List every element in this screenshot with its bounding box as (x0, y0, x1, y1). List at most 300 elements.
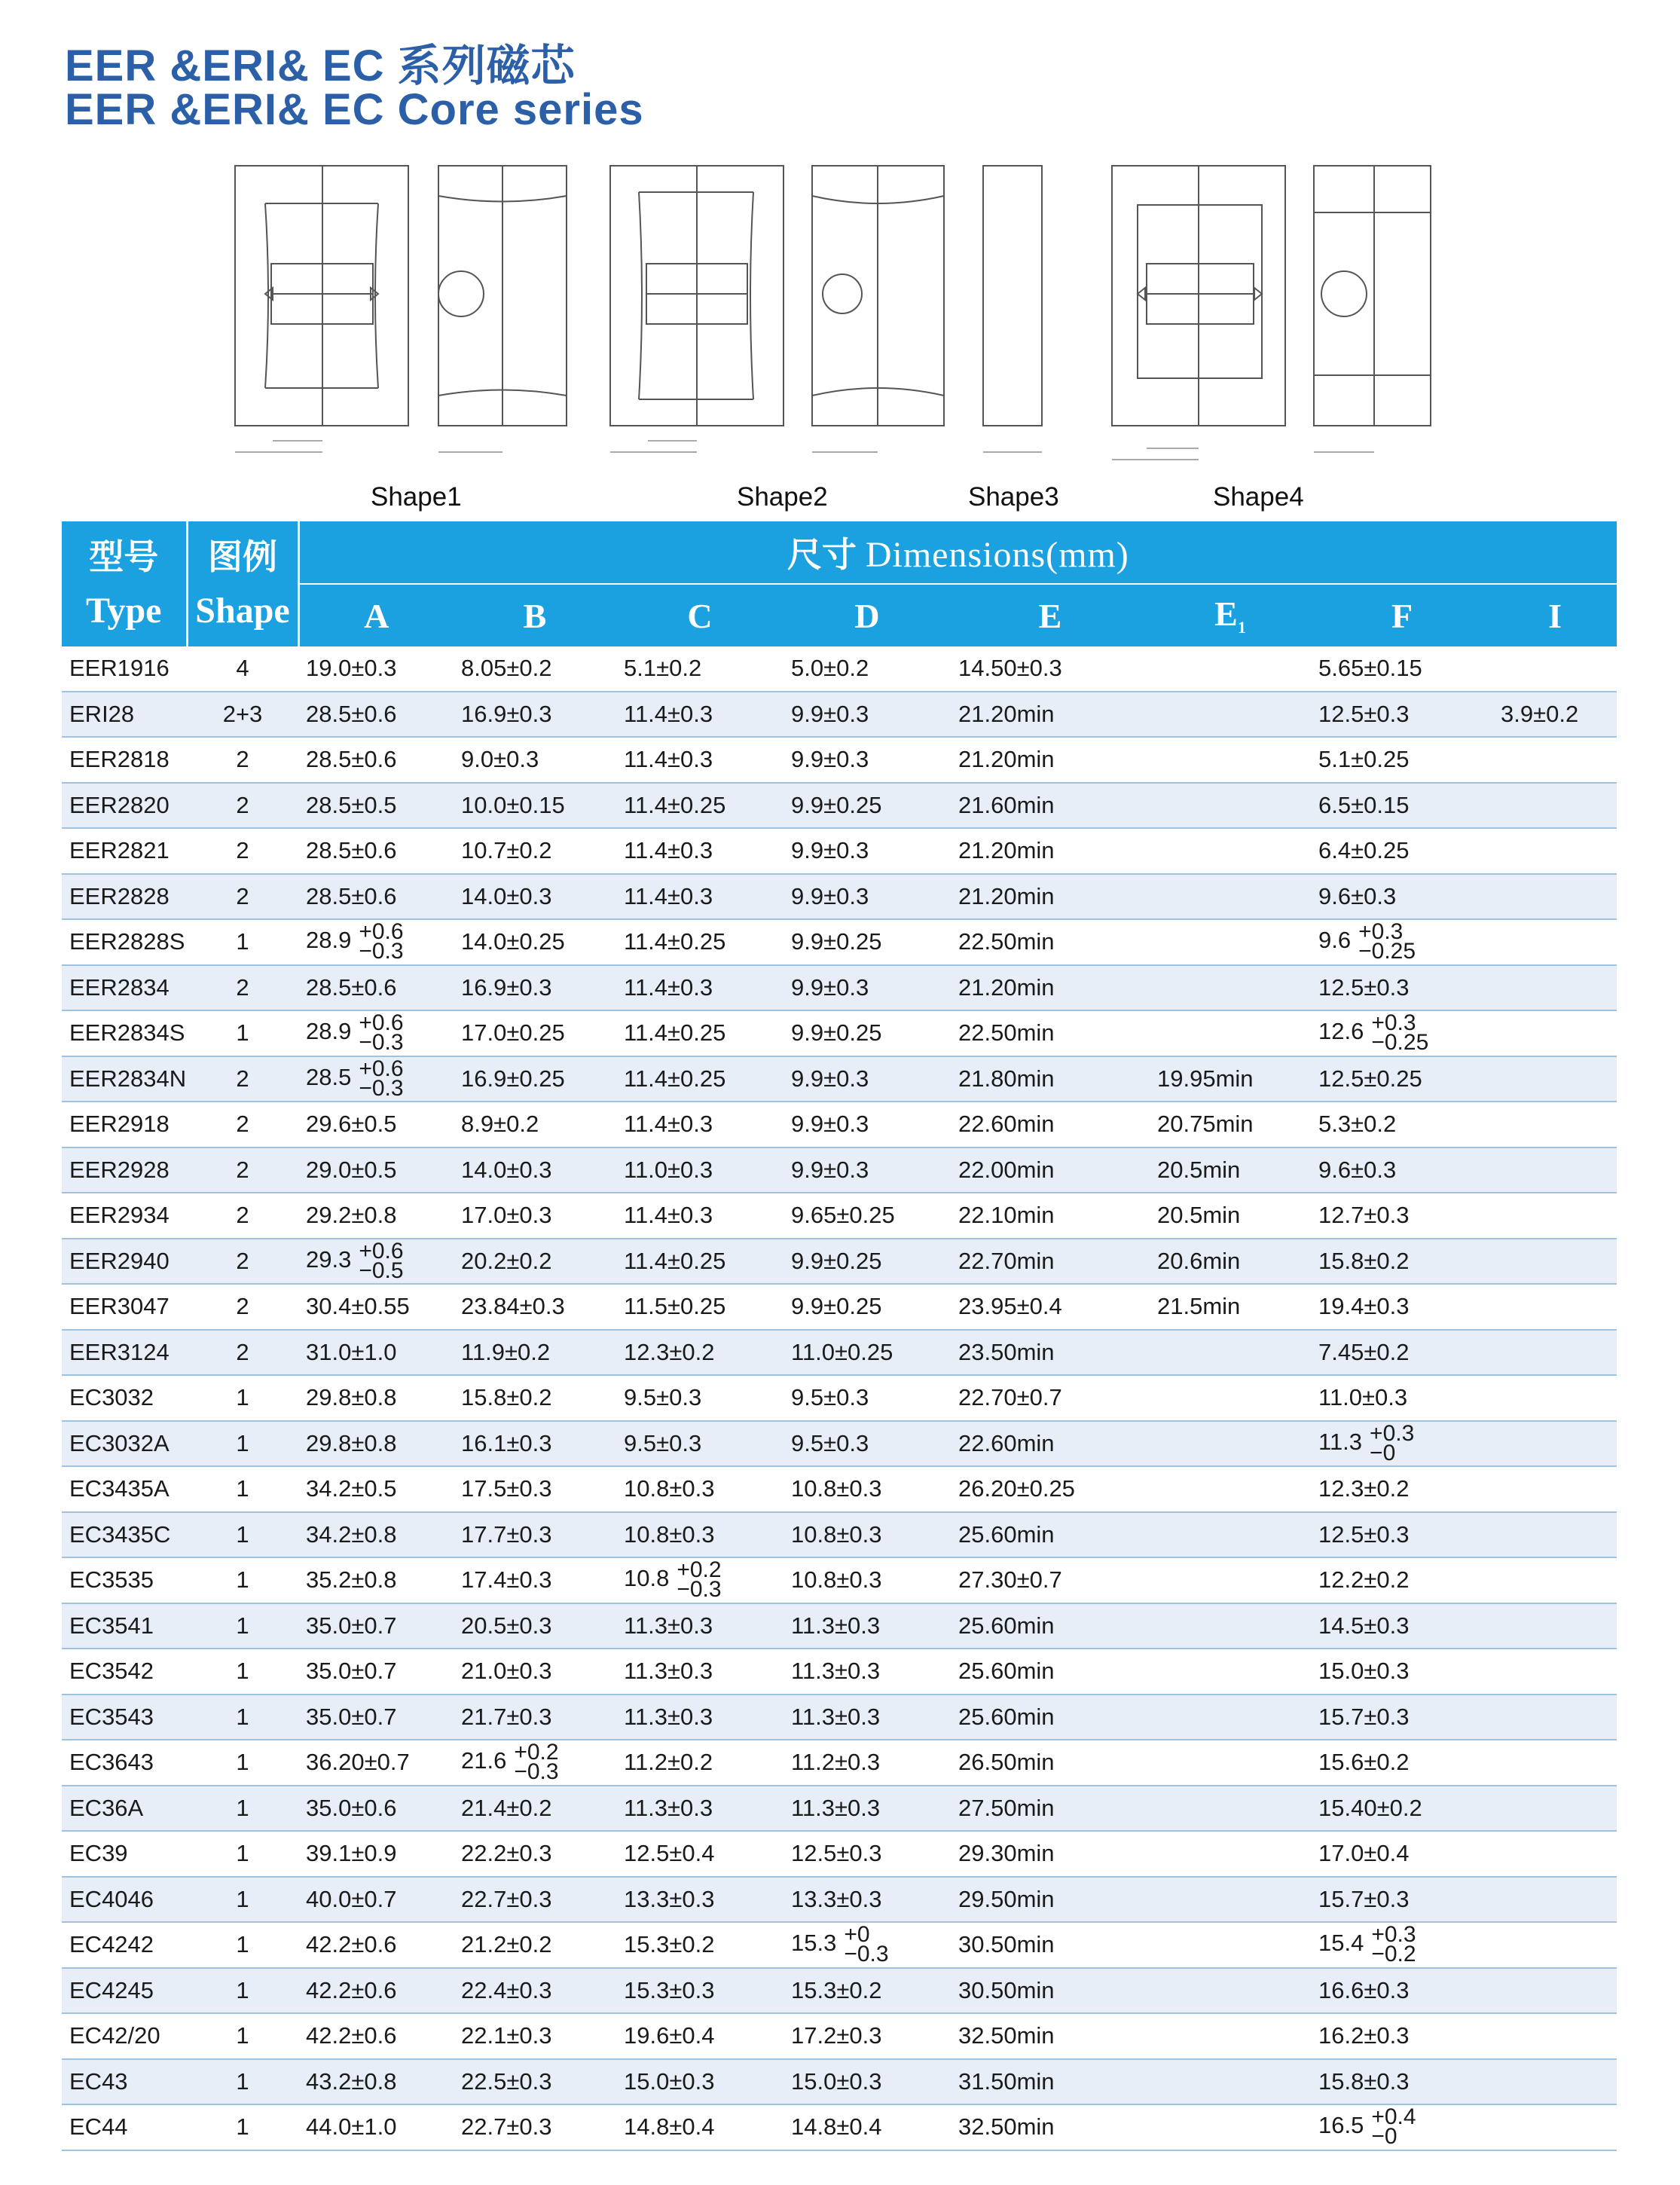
tolerance-upper: +0.4 (1371, 2104, 1416, 2130)
cell-d: 10.8±0.3 (783, 1557, 951, 1603)
cell-d: 9.9±0.3 (783, 1102, 951, 1148)
cell-c: 9.5±0.3 (616, 1375, 783, 1421)
cell-i (1493, 1239, 1617, 1285)
cell-e1 (1150, 737, 1311, 783)
cell-i (1493, 965, 1617, 1011)
cell-type: EER2834 (62, 965, 187, 1011)
cell-e1: 20.5min (1150, 1148, 1311, 1193)
cell-shape: 2 (187, 874, 298, 920)
cell-b: 22.2±0.3 (454, 1831, 616, 1877)
cell-f: 14.5±0.3 (1311, 1603, 1493, 1649)
cell-b (454, 1740, 616, 1786)
tolerance (359, 1056, 404, 1101)
cell-e: 22.70±0.7 (951, 1375, 1150, 1421)
shape2-caption: Shape2 (737, 482, 828, 512)
table-row (62, 1102, 1617, 1148)
table-row (62, 1831, 1617, 1877)
cell-type: EER3124 (62, 1330, 187, 1376)
cell-c: 11.3±0.3 (616, 1786, 783, 1832)
cell-c: 11.4±0.3 (616, 737, 783, 783)
tolerance-upper: +0.6 (359, 1056, 404, 1081)
cell-f: 15.7±0.3 (1311, 1695, 1493, 1740)
table-row (62, 828, 1617, 874)
cell-a (298, 1239, 454, 1285)
cell-e: 23.50min (951, 1330, 1150, 1376)
cell-e1 (1150, 1922, 1311, 1968)
cell-d: 9.9±0.3 (783, 965, 951, 1011)
cell-i (1493, 874, 1617, 920)
cell-i (1493, 783, 1617, 829)
cell-d: 9.9±0.3 (783, 737, 951, 783)
cell-c: 12.3±0.2 (616, 1330, 783, 1376)
nominal-value: 12.6 (1318, 1018, 1364, 1045)
table-row (62, 646, 1617, 692)
cell-f (1311, 1922, 1493, 1968)
cell-d: 11.3±0.3 (783, 1786, 951, 1832)
cell-d: 11.2±0.3 (783, 1740, 951, 1786)
cell-type: EC3435C (62, 1512, 187, 1558)
cell-b: 14.0±0.3 (454, 874, 616, 920)
cell-shape: 1 (187, 1695, 298, 1740)
shape-header-cn: 图例 (208, 536, 277, 577)
tolerance (514, 1740, 559, 1785)
cell-c: 9.5±0.3 (616, 1421, 783, 1467)
cell-c: 14.8±0.4 (616, 2104, 783, 2150)
cell-e: 29.30min (951, 1831, 1150, 1877)
table-row (62, 1695, 1617, 1740)
cell-f: 15.6±0.2 (1311, 1740, 1493, 1786)
cell-f: 15.7±0.3 (1311, 1877, 1493, 1923)
cell-e: 22.50min (951, 919, 1150, 965)
cell-a (298, 1010, 454, 1056)
tolerance (359, 1238, 404, 1283)
cell-d: 9.9±0.3 (783, 1056, 951, 1102)
table-row (62, 1922, 1617, 1968)
table-row (62, 783, 1617, 829)
cell-c: 11.3±0.3 (616, 1649, 783, 1695)
cell-b: 22.5±0.3 (454, 2059, 616, 2105)
cell-d: 9.65±0.25 (783, 1193, 951, 1239)
cell-d: 9.5±0.3 (783, 1375, 951, 1421)
nominal-value: 28.5 (306, 1063, 352, 1090)
cell-shape: 1 (187, 1557, 298, 1603)
cell-i (1493, 646, 1617, 692)
cell-type: EC4242 (62, 1922, 187, 1968)
cell-f: 16.6±0.3 (1311, 1968, 1493, 2014)
cell-shape: 2 (187, 1284, 298, 1330)
cell-a: 34.2±0.5 (298, 1466, 454, 1512)
tolerance-lower: −0.3 (677, 1577, 722, 1603)
cell-e: 30.50min (951, 1968, 1150, 2014)
cell-type: EER2834S (62, 1010, 187, 1056)
cell-a: 43.2±0.8 (298, 2059, 454, 2105)
cell-f: 5.1±0.25 (1311, 737, 1493, 783)
cell-i (1493, 1740, 1617, 1786)
shape-column-header (187, 521, 298, 646)
cell-b: 10.7±0.2 (454, 828, 616, 874)
tolerance-upper: +0.6 (359, 1010, 404, 1036)
cell-shape: 1 (187, 1968, 298, 2014)
cell-type: EC42/20 (62, 2013, 187, 2059)
cell-type: EER2818 (62, 737, 187, 783)
tolerance (844, 1922, 889, 1967)
cell-f: 12.5±0.3 (1311, 965, 1493, 1011)
tolerance-lower: −0.3 (844, 1942, 889, 1967)
cell-shape: 2 (187, 1102, 298, 1148)
table-row (62, 2059, 1617, 2105)
cell-a: 29.6±0.5 (298, 1102, 454, 1148)
tolerance-lower: −0.3 (359, 939, 404, 964)
cell-type: EER2834N (62, 1056, 187, 1102)
cell-a: 29.8±0.8 (298, 1375, 454, 1421)
cell-i (1493, 1877, 1617, 1923)
cell-type: EC3543 (62, 1695, 187, 1740)
cell-e1 (1150, 1421, 1311, 1467)
table-row (62, 1512, 1617, 1558)
page-title-cn: EER &ERI& EC 系列磁芯 (65, 41, 576, 90)
cell-e1 (1150, 1649, 1311, 1695)
shape4-caption: Shape4 (1213, 482, 1304, 512)
table-row (62, 737, 1617, 783)
table-row (62, 1148, 1617, 1193)
cell-i (1493, 1330, 1617, 1376)
cell-type: EC3535 (62, 1557, 187, 1603)
cell-type: EER2940 (62, 1239, 187, 1285)
cell-c: 11.4±0.25 (616, 1056, 783, 1102)
cell-shape: 2 (187, 828, 298, 874)
cell-e: 25.60min (951, 1695, 1150, 1740)
cell-c: 11.2±0.2 (616, 1740, 783, 1786)
cell-e1: 19.95min (1150, 1056, 1311, 1102)
cell-f: 15.8±0.2 (1311, 1239, 1493, 1285)
cell-b: 15.8±0.2 (454, 1375, 616, 1421)
table-row (62, 1466, 1617, 1512)
table-row (62, 1877, 1617, 1923)
page-title-en: EER &ERI& EC Core series (65, 85, 644, 134)
cell-e: 21.20min (951, 692, 1150, 738)
table-row (62, 2104, 1617, 2150)
col-header-e1-letter: E (1214, 594, 1238, 633)
cell-e: 27.30±0.7 (951, 1557, 1150, 1603)
nominal-value: 28.9 (306, 1018, 352, 1045)
cell-a: 42.2±0.6 (298, 2013, 454, 2059)
cell-e1 (1150, 2059, 1311, 2105)
cell-e: 32.50min (951, 2104, 1150, 2150)
cell-a: 29.0±0.5 (298, 1148, 454, 1193)
cell-i (1493, 1193, 1617, 1239)
cell-type: ERI28 (62, 692, 187, 738)
cell-a: 35.0±0.6 (298, 1786, 454, 1832)
tolerance-upper: +0.3 (1370, 1420, 1415, 1446)
table-row (62, 1193, 1617, 1239)
cell-e: 21.20min (951, 737, 1150, 783)
cell-c: 11.4±0.25 (616, 919, 783, 965)
cell-b: 21.4±0.2 (454, 1786, 616, 1832)
tolerance-upper: +0.3 (1371, 1010, 1416, 1036)
cell-c: 11.0±0.3 (616, 1148, 783, 1193)
cell-e: 31.50min (951, 2059, 1150, 2105)
cell-e1 (1150, 1010, 1311, 1056)
col-header-f: F (1311, 584, 1493, 646)
col-header-c: C (616, 584, 783, 646)
cell-shape: 1 (187, 1466, 298, 1512)
cell-c: 11.4±0.3 (616, 692, 783, 738)
cell-b: 17.5±0.3 (454, 1466, 616, 1512)
cell-b: 8.9±0.2 (454, 1102, 616, 1148)
cell-i (1493, 1102, 1617, 1148)
cell-shape: 1 (187, 1512, 298, 1558)
col-header-i: I (1493, 584, 1617, 646)
cell-e: 22.50min (951, 1010, 1150, 1056)
cell-b: 14.0±0.3 (454, 1148, 616, 1193)
tolerance-lower: −0.25 (1371, 1030, 1429, 1056)
table-row (62, 1968, 1617, 2014)
col-header-b: B (454, 584, 616, 646)
cell-b: 17.0±0.3 (454, 1193, 616, 1239)
cell-shape: 1 (187, 1603, 298, 1649)
cell-i (1493, 1695, 1617, 1740)
cell-f: 12.5±0.3 (1311, 692, 1493, 738)
cell-c: 11.4±0.3 (616, 828, 783, 874)
cell-c: 19.6±0.4 (616, 2013, 783, 2059)
cell-i (1493, 1466, 1617, 1512)
table-row (62, 1786, 1617, 1832)
table-row (62, 1375, 1617, 1421)
cell-d: 11.3±0.3 (783, 1695, 951, 1740)
cell-e1: 20.6min (1150, 1239, 1311, 1285)
shape4-side-view (1314, 166, 1431, 452)
cell-d: 11.3±0.3 (783, 1603, 951, 1649)
cell-shape: 2+3 (187, 692, 298, 738)
cell-e1 (1150, 692, 1311, 738)
table-row (62, 874, 1617, 920)
cell-type: EC3435A (62, 1466, 187, 1512)
cell-f: 5.65±0.15 (1311, 646, 1493, 692)
table-row (62, 919, 1617, 965)
cell-a: 42.2±0.6 (298, 1922, 454, 1968)
cell-f: 17.0±0.4 (1311, 1831, 1493, 1877)
cell-b: 17.4±0.3 (454, 1557, 616, 1603)
cell-b: 16.9±0.3 (454, 692, 616, 738)
tolerance (1370, 1420, 1415, 1465)
col-header-d: D (783, 584, 951, 646)
cell-f: 19.4±0.3 (1311, 1284, 1493, 1330)
cell-e1 (1150, 1968, 1311, 2014)
tolerance (359, 919, 404, 964)
cell-a: 35.2±0.8 (298, 1557, 454, 1603)
tolerance-upper: +0.3 (1371, 1922, 1416, 1948)
nominal-value: 29.3 (306, 1245, 352, 1273)
cell-f: 11.0±0.3 (1311, 1375, 1493, 1421)
cell-d: 9.9±0.3 (783, 874, 951, 920)
table-row (62, 1010, 1617, 1056)
cell-e1 (1150, 965, 1311, 1011)
col-header-e: E (951, 584, 1150, 646)
shape2-side-view (812, 166, 944, 452)
cell-b: 14.0±0.25 (454, 919, 616, 965)
cell-e1 (1150, 783, 1311, 829)
cell-d (783, 1922, 951, 1968)
cell-e: 14.50±0.3 (951, 646, 1150, 692)
cell-e1 (1150, 828, 1311, 874)
cell-i (1493, 737, 1617, 783)
table-row (62, 2013, 1617, 2059)
nominal-value: 21.6 (461, 1747, 507, 1774)
cell-d: 9.9±0.3 (783, 692, 951, 738)
cell-i (1493, 919, 1617, 965)
cell-shape: 1 (187, 1922, 298, 1968)
cell-c: 15.0±0.3 (616, 2059, 783, 2105)
cell-i (1493, 1512, 1617, 1558)
cell-a: 35.0±0.7 (298, 1695, 454, 1740)
tolerance (677, 1557, 722, 1603)
cell-e: 26.20±0.25 (951, 1466, 1150, 1512)
cell-i (1493, 1922, 1617, 1968)
shape4-front-view (1112, 166, 1285, 460)
cell-b: 20.2±0.2 (454, 1239, 616, 1285)
cell-c: 11.3±0.3 (616, 1603, 783, 1649)
cell-shape: 1 (187, 2059, 298, 2105)
cell-d: 9.5±0.3 (783, 1421, 951, 1467)
cell-b: 17.0±0.25 (454, 1010, 616, 1056)
cell-b: 22.1±0.3 (454, 2013, 616, 2059)
cell-a: 28.5±0.6 (298, 965, 454, 1011)
cell-a: 29.2±0.8 (298, 1193, 454, 1239)
cell-b: 10.0±0.15 (454, 783, 616, 829)
cell-b: 17.7±0.3 (454, 1512, 616, 1558)
table-row (62, 965, 1617, 1011)
cell-f: 16.2±0.3 (1311, 2013, 1493, 2059)
cell-d: 10.8±0.3 (783, 1512, 951, 1558)
cell-d: 11.3±0.3 (783, 1649, 951, 1695)
cell-f: 6.5±0.15 (1311, 783, 1493, 829)
cell-e1: 20.5min (1150, 1193, 1311, 1239)
cell-a: 42.2±0.6 (298, 1968, 454, 2014)
cell-d: 9.9±0.25 (783, 783, 951, 829)
cell-a: 29.8±0.8 (298, 1421, 454, 1467)
cell-e1 (1150, 1375, 1311, 1421)
cell-d: 9.9±0.25 (783, 1284, 951, 1330)
cell-e: 21.20min (951, 965, 1150, 1011)
cell-c: 11.4±0.25 (616, 1239, 783, 1285)
cell-d: 9.9±0.25 (783, 1010, 951, 1056)
cell-b: 16.1±0.3 (454, 1421, 616, 1467)
cell-c: 12.5±0.4 (616, 1831, 783, 1877)
cell-i (1493, 1375, 1617, 1421)
type-header-en: Type (86, 591, 162, 631)
cell-b: 21.7±0.3 (454, 1695, 616, 1740)
cell-i (1493, 2013, 1617, 2059)
cell-type: EC3541 (62, 1603, 187, 1649)
cell-e1 (1150, 874, 1311, 920)
cell-f: 7.45±0.2 (1311, 1330, 1493, 1376)
cell-shape: 2 (187, 1148, 298, 1193)
cell-b: 16.9±0.3 (454, 965, 616, 1011)
nominal-value: 10.8 (624, 1565, 670, 1592)
cell-shape: 2 (187, 1330, 298, 1376)
col-header-a: A (298, 584, 454, 646)
cell-e1 (1150, 1330, 1311, 1376)
cell-type: EER2820 (62, 783, 187, 829)
cell-b: 21.0±0.3 (454, 1649, 616, 1695)
cell-shape: 1 (187, 1649, 298, 1695)
cell-e: 25.60min (951, 1603, 1150, 1649)
cell-a (298, 1056, 454, 1102)
cell-a: 40.0±0.7 (298, 1877, 454, 1923)
shape3-caption: Shape3 (968, 482, 1059, 512)
cell-i (1493, 1968, 1617, 2014)
cell-b: 9.0±0.3 (454, 737, 616, 783)
cell-shape: 1 (187, 1831, 298, 1877)
cell-type: EC4245 (62, 1968, 187, 2014)
cell-e: 30.50min (951, 1922, 1150, 1968)
cell-i (1493, 1603, 1617, 1649)
cell-f: 15.0±0.3 (1311, 1649, 1493, 1695)
tolerance-lower: −0.3 (359, 1075, 404, 1101)
cell-a: 31.0±1.0 (298, 1330, 454, 1376)
cell-f: 12.7±0.3 (1311, 1193, 1493, 1239)
cell-i (1493, 2059, 1617, 2105)
cell-d: 17.2±0.3 (783, 2013, 951, 2059)
nominal-value: 15.4 (1318, 1930, 1364, 1957)
cell-shape: 1 (187, 1010, 298, 1056)
cell-b: 22.4±0.3 (454, 1968, 616, 2014)
cell-c: 15.3±0.3 (616, 1968, 783, 2014)
cell-e: 22.70min (951, 1239, 1150, 1285)
cell-type: EC3032 (62, 1375, 187, 1421)
cell-a: 19.0±0.3 (298, 646, 454, 692)
table-row (62, 1239, 1617, 1285)
core-shape-diagrams (0, 151, 1680, 520)
nominal-value: 15.3 (791, 1930, 837, 1957)
cell-type: EC36A (62, 1786, 187, 1832)
cell-b: 22.7±0.3 (454, 2104, 616, 2150)
tolerance-upper: +0.2 (514, 1740, 559, 1765)
cell-a: 28.5±0.6 (298, 874, 454, 920)
table-row (62, 1649, 1617, 1695)
cell-e: 32.50min (951, 2013, 1150, 2059)
col-header-e1 (1150, 584, 1311, 646)
cell-e: 22.00min (951, 1148, 1150, 1193)
cell-shape: 2 (187, 965, 298, 1011)
cell-i (1493, 1649, 1617, 1695)
cell-e1: 21.5min (1150, 1284, 1311, 1330)
tolerance-lower: −0.2 (1371, 1942, 1416, 1967)
cell-b: 8.05±0.2 (454, 646, 616, 692)
cell-e: 22.60min (951, 1102, 1150, 1148)
cell-type: EER1916 (62, 646, 187, 692)
cell-e1 (1150, 1695, 1311, 1740)
cell-e: 21.60min (951, 783, 1150, 829)
tolerance-upper: +0.3 (1358, 919, 1404, 945)
cell-i (1493, 1284, 1617, 1330)
table-row (62, 1056, 1617, 1102)
cell-type: EC44 (62, 2104, 187, 2150)
cell-c: 5.1±0.2 (616, 646, 783, 692)
type-column-header (62, 521, 187, 646)
cell-f (1311, 2104, 1493, 2150)
cell-d: 9.9±0.3 (783, 1148, 951, 1193)
shape1-side-view (438, 166, 567, 452)
cell-type: EER2928 (62, 1148, 187, 1193)
tolerance (1371, 1922, 1416, 1967)
cell-f: 15.8±0.3 (1311, 2059, 1493, 2105)
cell-shape: 1 (187, 1740, 298, 1786)
cell-d: 13.3±0.3 (783, 1877, 951, 1923)
cell-a: 35.0±0.7 (298, 1603, 454, 1649)
cell-a: 28.5±0.5 (298, 783, 454, 829)
tolerance (1371, 1010, 1429, 1056)
